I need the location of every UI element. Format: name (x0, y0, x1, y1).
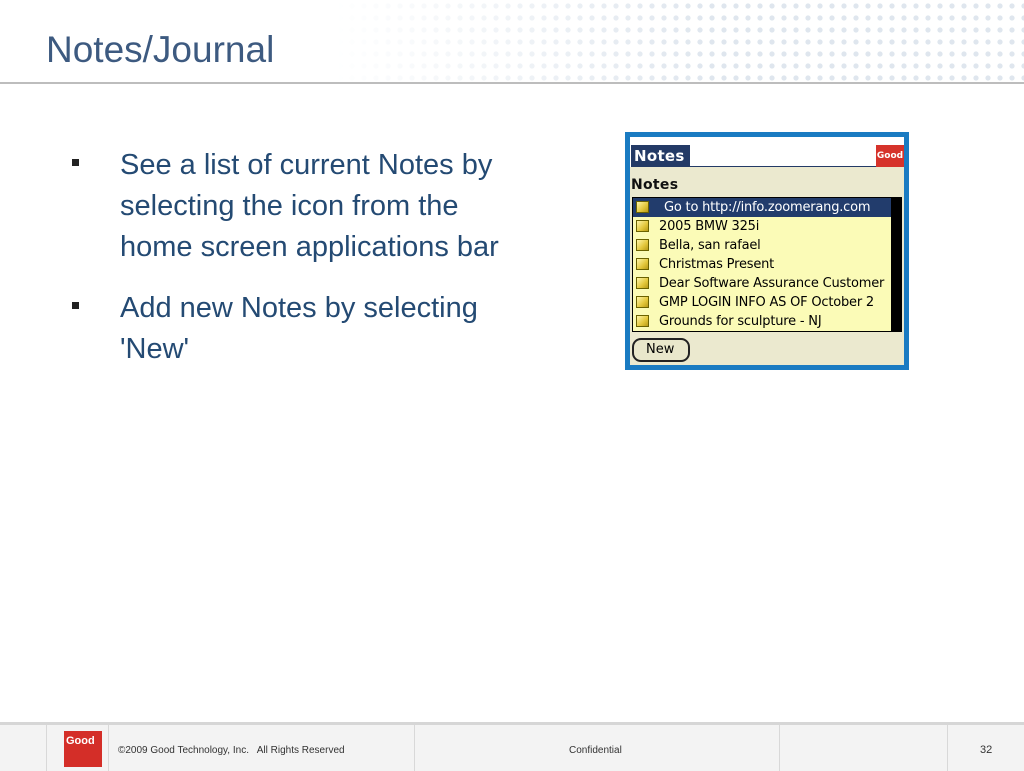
note-list-item[interactable] (633, 293, 891, 312)
list-scrollbar[interactable] (895, 203, 900, 327)
bullet-text: Add new Notes by selecting 'New' (120, 292, 478, 365)
note-icon (636, 220, 649, 232)
good-logo-icon: Good (64, 731, 102, 767)
note-list-item[interactable] (633, 255, 891, 274)
note-list-item[interactable] (633, 274, 891, 293)
note-title: Bella, san rafael (659, 238, 761, 253)
slide-title: Notes/Journal (46, 29, 275, 70)
app-title-tab[interactable]: Notes (631, 145, 690, 167)
device-screenshot (625, 132, 909, 370)
title-divider (0, 82, 1024, 84)
note-title: Dear Software Assurance Customer (659, 276, 885, 291)
bullet-list (70, 145, 530, 390)
confidential-label: Confidential (569, 745, 622, 756)
note-title: Go to http://info.zoomerang.com (664, 200, 871, 215)
bullet-item (70, 145, 530, 268)
note-icon (636, 296, 649, 308)
note-list-item[interactable] (633, 198, 891, 217)
square-bullet-icon (72, 159, 79, 166)
note-icon (636, 277, 649, 289)
footer-divider (108, 725, 109, 771)
slide-footer (0, 722, 1024, 771)
app-title-bar (630, 137, 904, 167)
good-logo-icon: Good (876, 145, 904, 167)
footer-divider (947, 725, 948, 771)
category-selector[interactable]: Notes (631, 177, 679, 193)
bullet-text: See a list of current Notes by selecting the icon from the home screen applications bar (120, 149, 499, 263)
note-icon (636, 258, 649, 270)
note-title: Grounds for sculpture - NJ (659, 314, 822, 329)
new-note-button[interactable]: New (632, 338, 690, 362)
note-list-item[interactable] (633, 312, 891, 331)
note-icon (636, 315, 649, 327)
scroll-up-arrow-icon[interactable] (895, 197, 901, 201)
note-list-item[interactable] (633, 236, 891, 255)
footer-divider (414, 725, 415, 771)
page-number: 32 (980, 744, 993, 756)
copyright-text: ©2009 Good Technology, Inc. All Rights Reserved (118, 745, 345, 756)
notes-list-frame (632, 197, 902, 332)
note-title: 2005 BMW 325i (659, 219, 760, 234)
header-dot-pattern (334, 0, 1024, 84)
note-icon (636, 201, 649, 213)
title-bar-rule (690, 166, 904, 167)
note-list-item[interactable] (633, 217, 891, 236)
note-title: Christmas Present (659, 257, 775, 272)
note-title: GMP LOGIN INFO AS OF October 2 (659, 295, 874, 310)
footer-divider (779, 725, 780, 771)
notes-list (633, 198, 891, 331)
footer-divider (46, 725, 47, 771)
device-screen (630, 137, 904, 365)
square-bullet-icon (72, 302, 79, 309)
bullet-item (70, 288, 530, 370)
note-icon (636, 239, 649, 251)
